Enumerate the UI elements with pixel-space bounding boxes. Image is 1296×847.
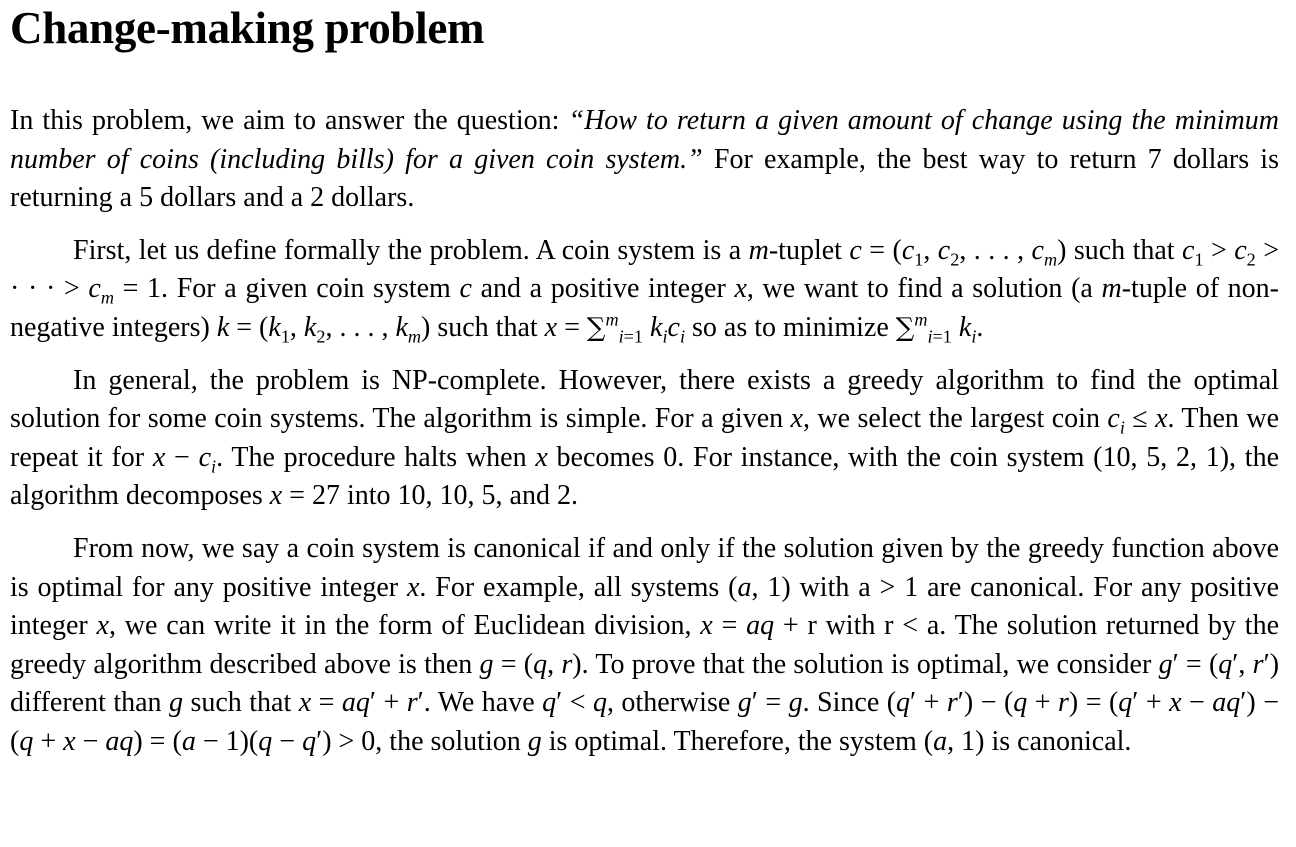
intro-quote: “How to return a given amount of change using the minimum number of coins (including bills) for a given coin system.” <box>10 105 1279 175</box>
paragraph-canonical: From now, we say a coin system is canonical if and only if the solution given by the greedy function above is optimal for any positive integer x. For example, all systems (a, 1) with a > 1 are canonical. For any positive integer x, we can write it in the form of Euclidean division, x = aq + r with r < a. The solution returned by the greedy algorithm described above is then g = (q, r). To prove that the solution is optimal, we consider g′ = (q′, r′) different than g such that x = aq′ + r′. We have q′ < q, otherwise g′ = g. Since (q′ + r′) − (q + r) = (q′ + x − aq′) − (q + x − aq) = (a − 1)(q − q′) > 0, the solution g is optimal. Therefore, the system (a, 1) is canonical. <box>10 532 1280 757</box>
intro-lead-text: In this problem, we aim to answer the question: <box>10 105 569 136</box>
intro-example-text: For example, the best way to return 7 dollars is returning a 5 dollars and a 2 dollars. <box>10 143 1279 214</box>
paragraph-intro <box>10 102 1279 218</box>
page-title: Change-making problem <box>10 3 485 53</box>
paragraph-definition: First, let us define formally the problem. A coin system is a m-tuplet $c = (c_1$, $c_2$, . . . , $c_m$) such that $c_1 > c_2$ > · · · > $c_m = 1$. For a given coin system c and a positive integer x, we want to find a solution (a m-tuple of non-negative integers) $k = (k_1$, $k_2$, . . . , $k_m$) such that x = ∑$^m_{i=1}$ $k_ic_i$ so as to minimize ∑$^m_{i=1}$ $k_i$. <box>10 234 1279 347</box>
paragraph-greedy: In general, the problem is NP-complete. However, there exists a greedy algorithm to find the optimal solution for some coin systems. The algorithm is simple. For a given x, we select the largest coin $c_i \le x$. Then we repeat it for $x - c_i$. The procedure halts when x becomes 0. For instance, with the coin system (10, 5, 2, 1), the algorithm decomposes x = 27 into 10, 10, 5, and 2. <box>10 364 1280 512</box>
document-page <box>0 1 1296 847</box>
